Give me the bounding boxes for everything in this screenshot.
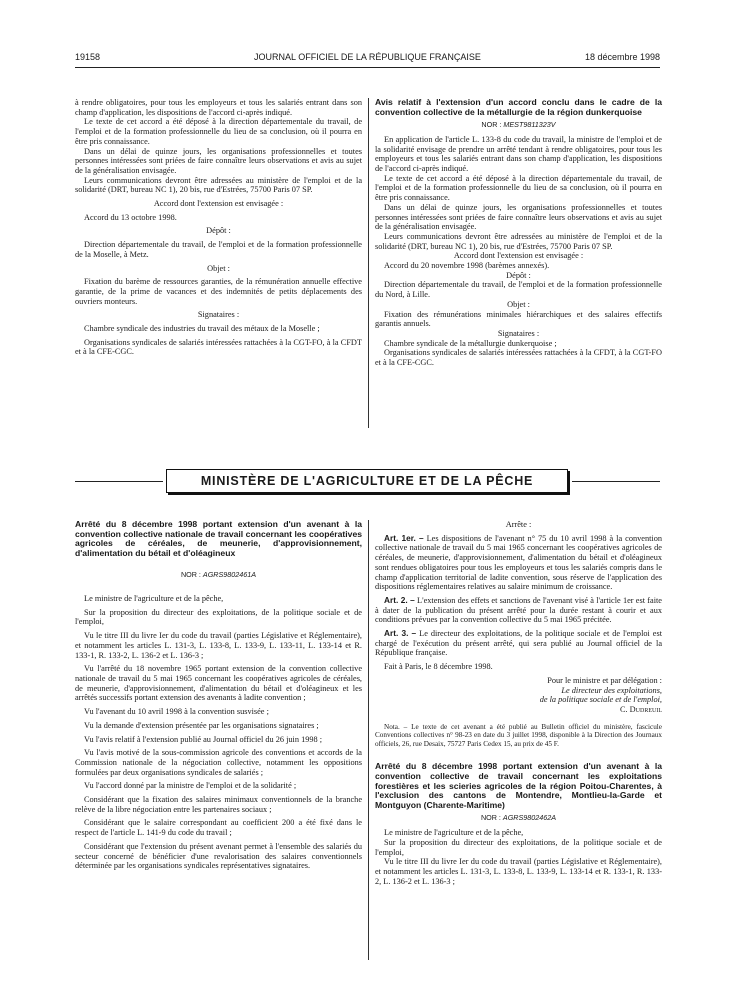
bottom-right-column (375, 520, 662, 886)
signataires-item: Organisations syndicales de salariés intéressées rattachées à la CFDT, à la CGT-FO et à la CFE-CGC. (375, 348, 662, 368)
signer-title: de la politique sociale et de l'emploi, (539, 695, 662, 705)
article-text: Les dispositions de l'avenant n° 75 du 10 avril 1998 à la convention collective nationale de travail du 5 mai 1965 concernant les coopératives agricoles de céréales, de meunerie, d'approvisionnement, d'alimentation du bétail et d'oléagineux sont rendues obligatoires pour tous les employeurs et tous les salariés compris dans le champ d'application territorial de ladite convention, sous réserve de l'application des dispositions réglementaires relatives au salaire minimum de croissance. (375, 533, 663, 592)
paragraph: Le texte de cet accord a été déposé à la direction départementale du travail, de l'emploi et de la formation professionnelle du lieu de sa conclusion, où il pourra en être pris connaissance. (375, 173, 662, 203)
nor-label: NOR : (480, 813, 501, 823)
paragraph: Le ministre de l'agriculture et de la pêche, (84, 594, 224, 604)
paragraph: Leurs communications devront être adressées au ministère de l'emploi et de la solidarité (DRT, bureau NC 1), 20 bis, rue d'Estrées, 75700 Paris 07 SP. (375, 231, 662, 251)
nor-label: NOR : (481, 120, 502, 130)
paragraph: Vu l'avis motivé de la sous-commission agricole des conventions et accords de la Commission nationale de la négociation collective, notamment les oppositions formulées par deux organisations syndicales de salariés ; (75, 748, 362, 777)
article-2 (375, 596, 662, 625)
article-text: Le directeur des exploitations, de la politique sociale et de l'emploi est chargé de l'exécution du présent arrêté, qui sera publié au Journal officiel de la République française. (375, 629, 663, 658)
signer-name: C. Dudreuil (619, 704, 662, 714)
arrete-label: Arrête : (505, 520, 532, 529)
objet-label: Objet : (507, 299, 530, 309)
journal-title: JOURNAL OFFICIEL DE LA RÉPUBLIQUE FRANÇAISE (254, 52, 481, 62)
decree-title: Arrêté du 8 décembre 1998 portant extension d'un avenant à la convention collective de travail concernant les exploitations forestières et les scieries agricoles de la région Poitou-Charentes, à l'exclusion des cantons de Montendre, Montlieu-la-Garde et Montguyon (Charente-Maritime) (375, 761, 662, 810)
paragraph: Sur la proposition du directeur des exploitations, de la politique sociale et de l'emploi, (375, 837, 662, 857)
paragraph: Vu l'arrêté du 18 novembre 1965 portant extension de la convention collective nationale de travail du 5 mai 1965 concernant les coopératives agricoles de céréales, de meunerie, d'approvisionnement, d'alimentation du bétail et d'oléagineux et les arrêtés successifs portant extension des avenants à ladite convention ; (75, 664, 362, 703)
paragraph: Le ministre de l'agriculture et de la pêche, (384, 828, 524, 838)
banner-rule-right (572, 481, 660, 482)
paragraph: Dans un délai de quinze jours, les organisations professionnelles et toutes personnes intéressées sont priées de faire connaître leurs observations et avis au sujet de la généralisation envisagée. (375, 202, 662, 232)
signataires-item: Chambre syndicale des industries du travail des métaux de la Moselle ; (84, 324, 320, 334)
decree-title: Arrêté du 8 décembre 1998 portant extension d'un avenant à la convention collective nationale de travail concernant les coopératives agricoles de céréales, de meunerie, d'approvisionnement, d'alimentation du bétail et d'oléagineux (75, 519, 362, 558)
nor-code: MEST9811323V (503, 120, 556, 130)
paragraph: Considérant que l'extension du présent avenant permet à l'ensemble des salariés du secteur concerné de bénéficier d'une revalorisation des salaires conventionnels déterminée par les organisations syndicales représentatives signataires. (75, 841, 362, 871)
paragraph: Vu l'accord donné par la ministre de l'emploi et de la solidarité ; (84, 781, 297, 791)
nor-reference (375, 813, 662, 823)
top-right-column (375, 98, 662, 368)
paragraph: Leurs communications devront être adressées au ministère de l'emploi et de la solidarité (DRT, bureau NC 1), 20 bis, rue d'Estrées, 75700 Paris 07 SP. (75, 175, 362, 195)
accord-value: Accord du 20 novembre 1998 (barèmes annexés). (384, 261, 550, 271)
top-left-column (75, 98, 362, 357)
article-1 (375, 534, 662, 592)
depot-label: Dépôt : (206, 226, 231, 236)
bottom-left-column (75, 520, 362, 871)
signataires-item: Chambre syndicale de la métallurgie dunkerquoise ; (384, 338, 557, 348)
accord-label: Accord dont l'extension est envisagée : (453, 251, 584, 261)
article-label: Art. 1er. – (384, 532, 424, 543)
ministry-banner: MINISTÈRE DE L'AGRICULTURE ET DE LA PÊCHE (166, 469, 568, 493)
nor-code: AGRS9802461A (202, 570, 257, 580)
notice-title: Avis relatif à l'extension d'un accord conclu dans le cadre de la convention collective de la métallurgie de la région dunkerquoise (375, 97, 662, 117)
header-rule (75, 67, 660, 68)
nor-label: NOR : (180, 570, 201, 580)
article-label: Art. 3. – (384, 628, 417, 639)
objet-value: Fixation du barème de ressources garanties, de la rémunération annuelle effective garantie, de la prime de vacances et des indemnités de petits déplacements des ouvriers monteurs. (75, 277, 362, 306)
objet-value: Fixation des rémunérations minimales hiérarchiques et des salaires effectifs garantis annuels. (375, 309, 662, 329)
paragraph: En application de l'article L. 133-8 du code du travail, la ministre de l'emploi et de la solidarité envisage de prendre un arrêté tendant à rendre obligatoires, pour tous les employeurs et tous les salariés entrant dans son champ d'application, les dispositions de l'accord ci-après indiqué. (375, 134, 662, 173)
banner-rule-left (75, 481, 163, 482)
signataires-label: Signataires : (197, 310, 240, 320)
page-header (75, 52, 660, 66)
nor-code: AGRS9802462A (502, 813, 557, 823)
depot-value: Direction départementale du travail, de l'emploi et de la formation professionnelle de la Moselle, à Metz. (75, 240, 362, 259)
paragraph: Vu l'avenant du 10 avril 1998 à la convention susvisée ; (84, 707, 269, 717)
nota-note: Nota. – Le texte de cet avenant a été publié au Bulletin officiel du ministère, fascicule Conventions collectives n° 98-23 en date du 3 juillet 1998, disponible à la Direction des Journaux officiels, 26, rue Desaix, 75727 Paris Cedex 15, au prix de 45 F. (375, 722, 662, 748)
paragraph: Vu la demande d'extension présentée par les organisations signataires ; (84, 720, 319, 730)
column-divider (368, 520, 369, 960)
article-label: Art. 2. – (384, 594, 415, 605)
paragraph: Vu le titre III du livre Ier du code du travail (parties Législative et Réglementaire), et notamment les articles L. 131-3, L. 133-8, L. 133-9, L. 133-11, L. 133-14 et R. 133-1, R. 133-2, L. 136-2 et L. 136-3 ; (75, 631, 362, 660)
article-text: L'extension des effets et sanctions de l'avenant visé à l'article 1er est faite à dater de la publication du présent arrêté pour la durée restant à courir et aux conditions prévues par la convention collective du 5 mai 1965 précitée. (375, 595, 662, 625)
accord-value: Accord du 13 octobre 1998. (84, 212, 177, 222)
paragraph: Vu l'avis relatif à l'extension publié au Journal officiel du 26 juin 1998 ; (84, 734, 323, 744)
nor-reference (75, 570, 362, 580)
paragraph: Le texte de cet accord a été déposé à la direction départementale du travail, de l'emploi et de la formation professionnelle du lieu de sa conclusion, où il pourra en être pris connaissance. (75, 117, 362, 146)
article-3 (375, 629, 662, 658)
paragraph: à rendre obligatoires, pour tous les employeurs et tous les salariés entrant dans son champ d'application, les dispositions de l'accord ci-après indiqué. (75, 98, 362, 117)
column-divider (368, 98, 369, 428)
paragraph: Vu le titre III du livre Ier du code du travail (parties Législative et Réglementaire), et notamment les articles L. 131-3, L. 133-8, L. 133-9, L. 133-14 et R. 133-1, R. 133-2, L. 136-2 et L. 136-3 ; (375, 857, 662, 886)
signing-place-date: Fait à Paris, le 8 décembre 1998. (384, 662, 493, 672)
paragraph: Sur la proposition du directeur des exploitations, de la politique sociale et de l'emploi, (75, 607, 362, 627)
nor-reference (375, 120, 662, 130)
paragraph: Dans un délai de quinze jours, les organisations professionnelles et toutes personnes intéressées sont priées de faire connaître leurs observations et avis au sujet de la généralisation envisagée. (75, 146, 362, 175)
depot-value: Direction départementale du travail, de l'emploi et de la formation professionnelle du Nord, à Lille. (375, 280, 662, 300)
objet-label: Objet : (207, 263, 230, 273)
accord-label: Accord dont l'extension est envisagée : (153, 199, 284, 209)
paragraph: Considérant que le salaire correspondant au coefficient 200 a été fixé dans le respect de l'article L. 141-9 du code du travail ; (75, 818, 362, 838)
signataires-item: Organisations syndicales de salariés intéressées rattachées à la CGT-FO, à la CFDT et à la CFE-CGC. (75, 337, 362, 357)
signer-title: Le directeur des exploitations, (561, 685, 662, 695)
depot-label: Dépôt : (506, 270, 531, 280)
signataires-label: Signataires : (497, 328, 540, 338)
delegation-line: Pour le ministre et par délégation : (547, 675, 662, 685)
paragraph: Considérant que la fixation des salaires minimaux conventionnels de la branche relève de la libre négociation entre les partenaires sociaux ; (75, 795, 362, 814)
page-number: 19158 (75, 52, 101, 62)
issue-date: 18 décembre 1998 (584, 52, 660, 62)
